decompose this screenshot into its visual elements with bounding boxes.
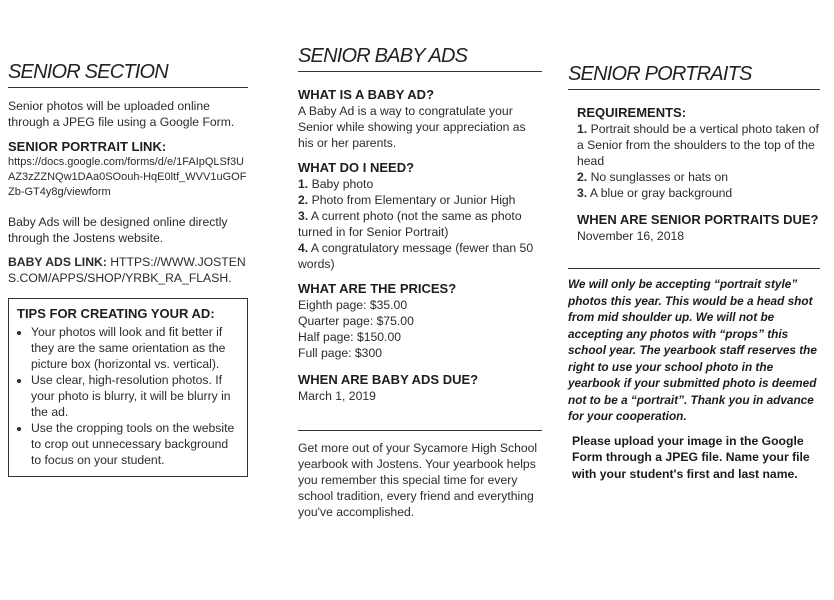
requirements-block bbox=[568, 104, 820, 244]
tips-box bbox=[8, 298, 248, 477]
divider bbox=[568, 268, 820, 269]
tip-item: • Use clear, high-resolution photos. If your photo is blurry, it will be blurry in the ad. bbox=[31, 372, 239, 420]
portrait-link-url[interactable]: https://docs.google.com/forms/d/e/1FAIpQLSf3UAZ3zZZNQw1DAa0SOouh-HqE0ltf_WVV1uGOFZb-GT4y8g/viewform bbox=[8, 156, 247, 198]
price-item: Full page: $300 bbox=[298, 346, 383, 360]
senior-section-column bbox=[8, 60, 248, 477]
senior-section-intro: Senior photos will be uploaded online through a JPEG file using a Google Form. bbox=[8, 99, 235, 129]
need-item: 1. Baby photo bbox=[298, 177, 374, 191]
senior-section-title: SENIOR SECTION bbox=[8, 60, 248, 88]
portrait-link-heading: SENIOR PORTRAIT LINK: bbox=[8, 139, 167, 154]
what-is-text: A Baby Ad is a way to congratulate your Senior while showing your appreciation as his or her parents. bbox=[298, 104, 526, 150]
price-item: Eighth page: $35.00 bbox=[298, 298, 408, 312]
portraits-due-heading: WHEN ARE SENIOR PORTRAITS DUE? bbox=[577, 212, 819, 227]
baby-ads-link bbox=[8, 254, 248, 286]
baby-ads-text: Baby Ads will be designed online directly through the Jostens website. bbox=[8, 215, 228, 245]
baby-ads-link-label: BABY ADS LINK: bbox=[8, 255, 107, 269]
prices-heading: WHAT ARE THE PRICES? bbox=[298, 281, 457, 296]
need-item: 2. Photo from Elementary or Junior High bbox=[298, 193, 516, 207]
baby-ads-title: SENIOR BABY ADS bbox=[298, 44, 542, 72]
need-item: 4. A congratulatory message (fewer than 50 words) bbox=[298, 241, 534, 271]
requirement-item: 1. Portrait should be a vertical photo taken of a Senior from the shoulders to the top of the head bbox=[577, 122, 819, 168]
jostens-promo: Get more out of your Sycamore High School yearbook with Jostens. Your yearbook helps you remember this special time for every school tradition, every friend and everything you've accomplished. bbox=[298, 441, 538, 519]
portraits-title: SENIOR PORTRAITS bbox=[568, 62, 820, 90]
price-item: Half page: $150.00 bbox=[298, 330, 401, 344]
portraits-column bbox=[568, 62, 820, 482]
requirement-item: 3. A blue or gray background bbox=[577, 186, 733, 200]
upload-instructions: Please upload your image in the Google Form through a JPEG file. Name your file with your student's first and last name. bbox=[572, 433, 810, 481]
baby-ads-link-url[interactable]: HTTPS://WWW.JOSTENS.COM/APPS/SHOP/YRBK_RA_FLASH. bbox=[8, 255, 246, 285]
tips-heading: TIPS FOR CREATING YOUR AD: bbox=[17, 306, 215, 321]
tips-list bbox=[17, 324, 239, 468]
baby-ads-column bbox=[298, 44, 542, 520]
requirement-item: 2. No sunglasses or hats on bbox=[577, 170, 729, 184]
divider bbox=[298, 430, 542, 431]
what-is-heading: WHAT IS A BABY AD? bbox=[298, 87, 435, 102]
portraits-due-date: November 16, 2018 bbox=[577, 229, 685, 243]
need-heading: WHAT DO I NEED? bbox=[298, 160, 415, 175]
baby-ads-due-date: March 1, 2019 bbox=[298, 389, 376, 403]
tip-item: • Your photos will look and fit better if they are the same orientation as the picture box (horizontal vs. vertical). bbox=[31, 324, 239, 372]
tip-item: • Use the cropping tools on the website to crop out unnecessary background to focus on your student. bbox=[31, 420, 239, 468]
portrait-style-note: We will only be accepting “portrait style” photos this year. This would be a head shot from mid shoulder up. We will not be accepting any photos with “props” this school year. The yearbook staff reserves the right to use your school photo in the yearbook if your submitted photo is deemed not to be a “portrait”. Thank you in advance for your cooperation. bbox=[568, 277, 817, 423]
price-item: Quarter page: $75.00 bbox=[298, 314, 414, 328]
requirements-heading: REQUIREMENTS: bbox=[577, 105, 687, 120]
need-item: 3. A current photo (not the same as photo turned in for Senior Portrait) bbox=[298, 209, 522, 239]
baby-ads-due-heading: WHEN ARE BABY ADS DUE? bbox=[298, 372, 479, 387]
